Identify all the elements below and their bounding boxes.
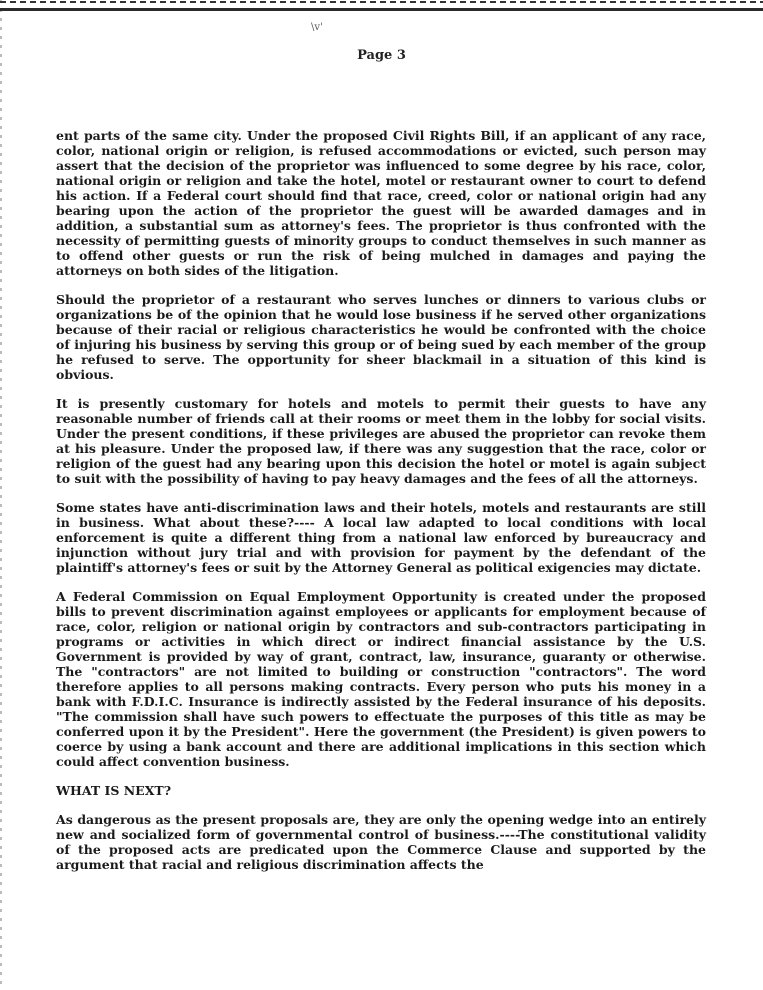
paragraph-2: Should the proprietor of a restaurant who serves lunches or dinners to various clubs or organizations be of the opinion that he would lose business if he served other organizations because of their racial or religious characteristics he would be confronted with the choice of injuring his business by serving this group or of being sued by each member of the group he refused to serve. The opportunity for sheer blackmail in a situation of this kind is obvious.	[56, 292, 706, 382]
document-body	[56, 128, 706, 886]
paragraph-3: It is presently customary for hotels and motels to permit their guests to have any reasonable number of friends call at their rooms or meet them in the lobby for social visits. Under the present conditions, if these privileges are abused the proprietor can revoke them at his pleasure. Under the proposed law, if there was any suggestion that the race, color or religion of the guest had any bearing upon this decision the hotel or motel is again subject to suit with the possibility of having to pay heavy damages and the fees of all the attorneys.	[56, 396, 706, 486]
section-heading: WHAT IS NEXT?	[56, 783, 172, 798]
paragraph-4: Some states have anti-discrimination laws and their hotels, motels and restaurants are still in business. What about these?---- A local law adapted to local conditions with local enforcement is quite a different thing from a national law enforced by bureaucracy and injunction without jury trial and with provision for payment by the defendant of the plaintiff's attorney's fees or suit by the Attorney General as political exigencies may dictate.	[56, 500, 706, 575]
top-rule	[0, 0, 763, 11]
scan-edge	[0, 0, 2, 990]
paragraph-1: ent parts of the same city. Under the proposed Civil Rights Bill, if an applicant of any race, color, national origin or religion, is refused accommodations or evicted, such person may assert that the decision of the proprietor was influenced to some degree by his race, color, national origin or religion and take the hotel, motel or restaurant owner to court to defend his action. If a Federal court should find that race, creed, color or national origin had any bearing upon the action of the proprietor the guest will be awarded damages and in addition, a substantial sum as attorney's fees. The proprietor is thus confronted with the necessity of permitting guests of minority groups to conduct themselves in such manner as to offend other guests or run the risk of being mulched in damages and paying the attorneys on both sides of the litigation.	[56, 128, 706, 278]
page-number: Page 3	[357, 48, 406, 63]
scan-mark: \v'	[311, 22, 323, 33]
paragraph-5: A Federal Commission on Equal Employment Opportunity is created under the proposed bills to prevent discrimination against employees or applicants for employment because of race, color, religion or national origin by contractors and sub-contractors participating in programs or activities in which direct or indirect financial assistance by the U.S. Government is provided by way of grant, contract, law, insurance, guaranty or otherwise. The "contractors" are not limited to building or construction "contractors". The word therefore applies to all persons making contracts. Every person who puts his money in a bank with F.D.I.C. Insurance is indirectly assisted by the Federal insurance of his deposits. "The commission shall have such powers to effectuate the purposes of this title as may be conferred upon it by the President". Here the government (the President) is given powers to coerce by using a bank account and there are additional implications in this section which could affect convention business.	[56, 589, 706, 769]
paragraph-6: As dangerous as the present proposals are, they are only the opening wedge into an entirely new and socialized form of governmental control of business.----The constitutional validity of the proposed acts are predicated upon the Commerce Clause and supported by the argument that racial and religious discrimination affects the	[56, 812, 706, 872]
